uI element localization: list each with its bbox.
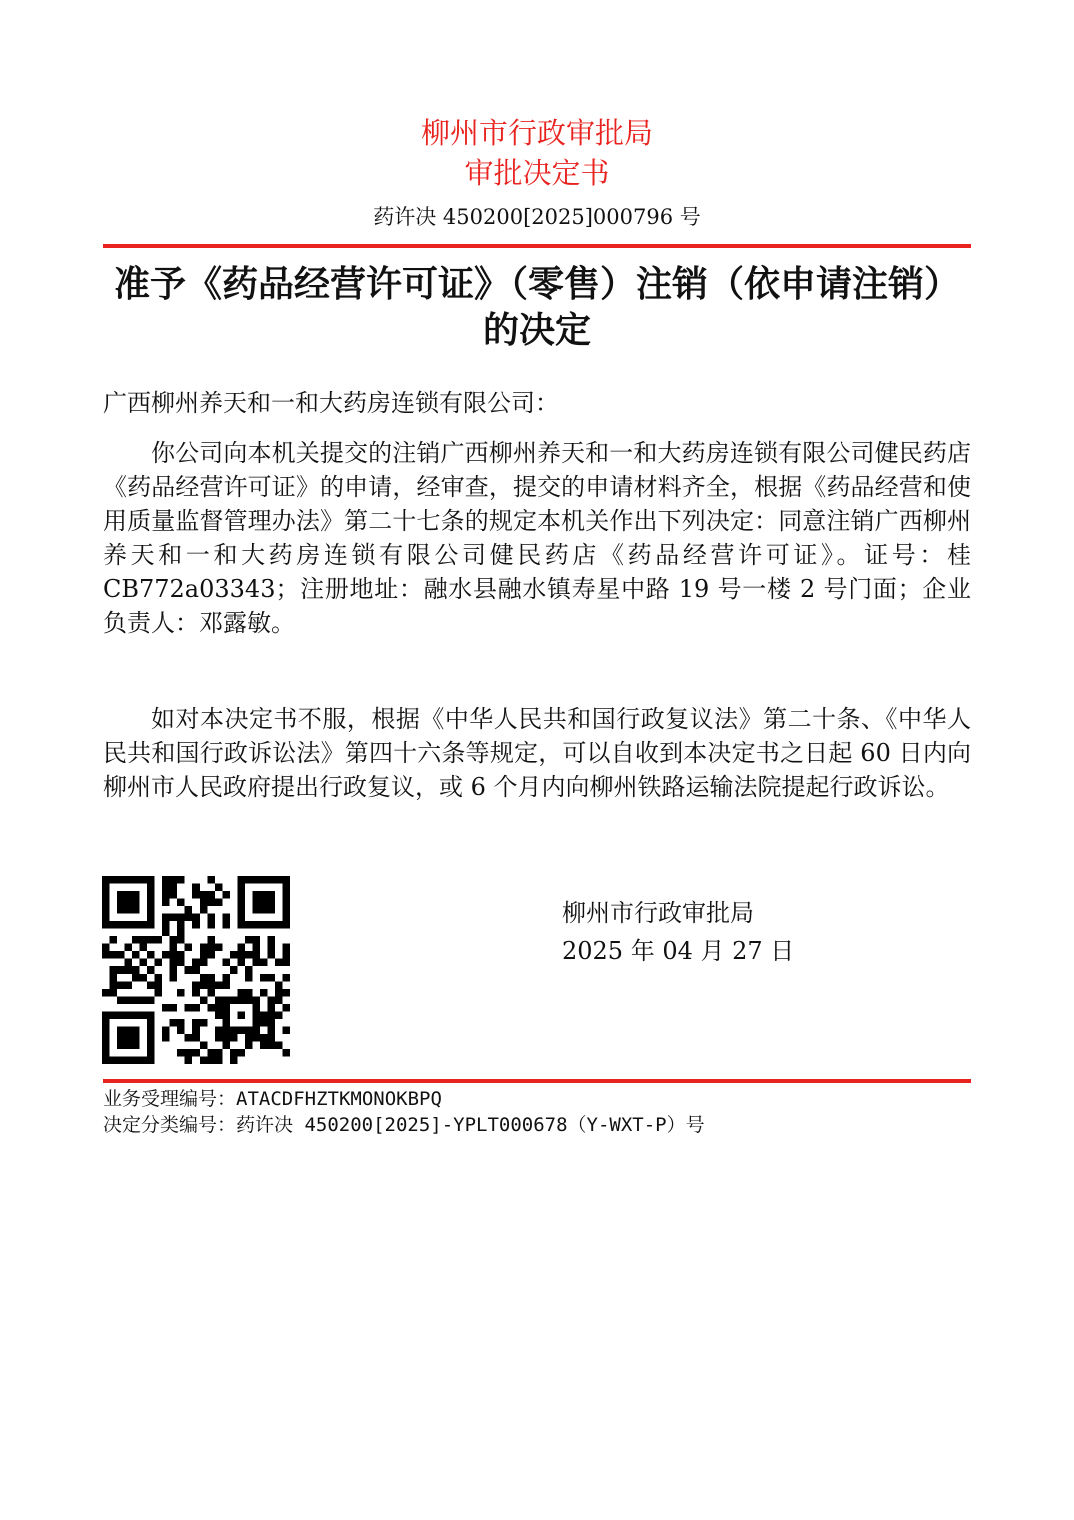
issuer-heading: 柳州市行政审批局	[420, 116, 653, 150]
top-red-divider	[103, 244, 971, 248]
business-number-line	[103, 1086, 442, 1112]
appeal-paragraph: 如对本决定书不服，根据《中华人民共和国行政复议法》第二十条、《中华人民共和国行政诉讼法》第四十六条等规定，可以自收到本决定书之日起 60 日内向柳州市人民政府提出行政复议，或 6 个月内向柳州铁路运输法院提起行政诉讼。	[103, 705, 971, 801]
bottom-red-divider	[103, 1079, 971, 1083]
addressee: 广西柳州养天和一和大药房连锁有限公司：	[103, 389, 559, 417]
document-type-heading: 审批决定书	[464, 156, 610, 190]
decision-paragraph: 你公司向本机关提交的注销广西柳州养天和一和大药房连锁有限公司健民药店《药品经营许可证》的申请，经审查，提交的申请材料齐全，根据《药品经营和使用质量监督管理办法》第二十七条的规定本机关作出下列决定：同意注销广西柳州养天和一和大药房连锁有限公司健民药店《药品经营许可证》。证号：桂 CB772a03343；注册地址：融水县融水镇寿星中路 19 号一楼 2 号门面；企业负责人：邓露敏。	[103, 439, 971, 637]
document-number: 药许决 450200[2025]000796 号	[373, 205, 701, 229]
signing-date: 2025 年 04 月 27 日	[562, 937, 795, 965]
decision-title: 准予《药品经营许可证》（零售）注销（依申请注销）的决定	[113, 264, 960, 351]
qr-code-icon	[102, 876, 290, 1064]
classification-number-value: 药许决 450200[2025]-YPLT000678（Y-WXT-P）号	[236, 1114, 705, 1136]
business-number-value: ATACDFHZTKMONOKBPQ	[236, 1088, 442, 1110]
classification-number-label: 决定分类编号：	[103, 1114, 237, 1136]
signing-organization: 柳州市行政审批局	[562, 899, 754, 927]
classification-number-line	[103, 1112, 705, 1138]
business-number-label: 业务受理编号：	[103, 1088, 237, 1110]
